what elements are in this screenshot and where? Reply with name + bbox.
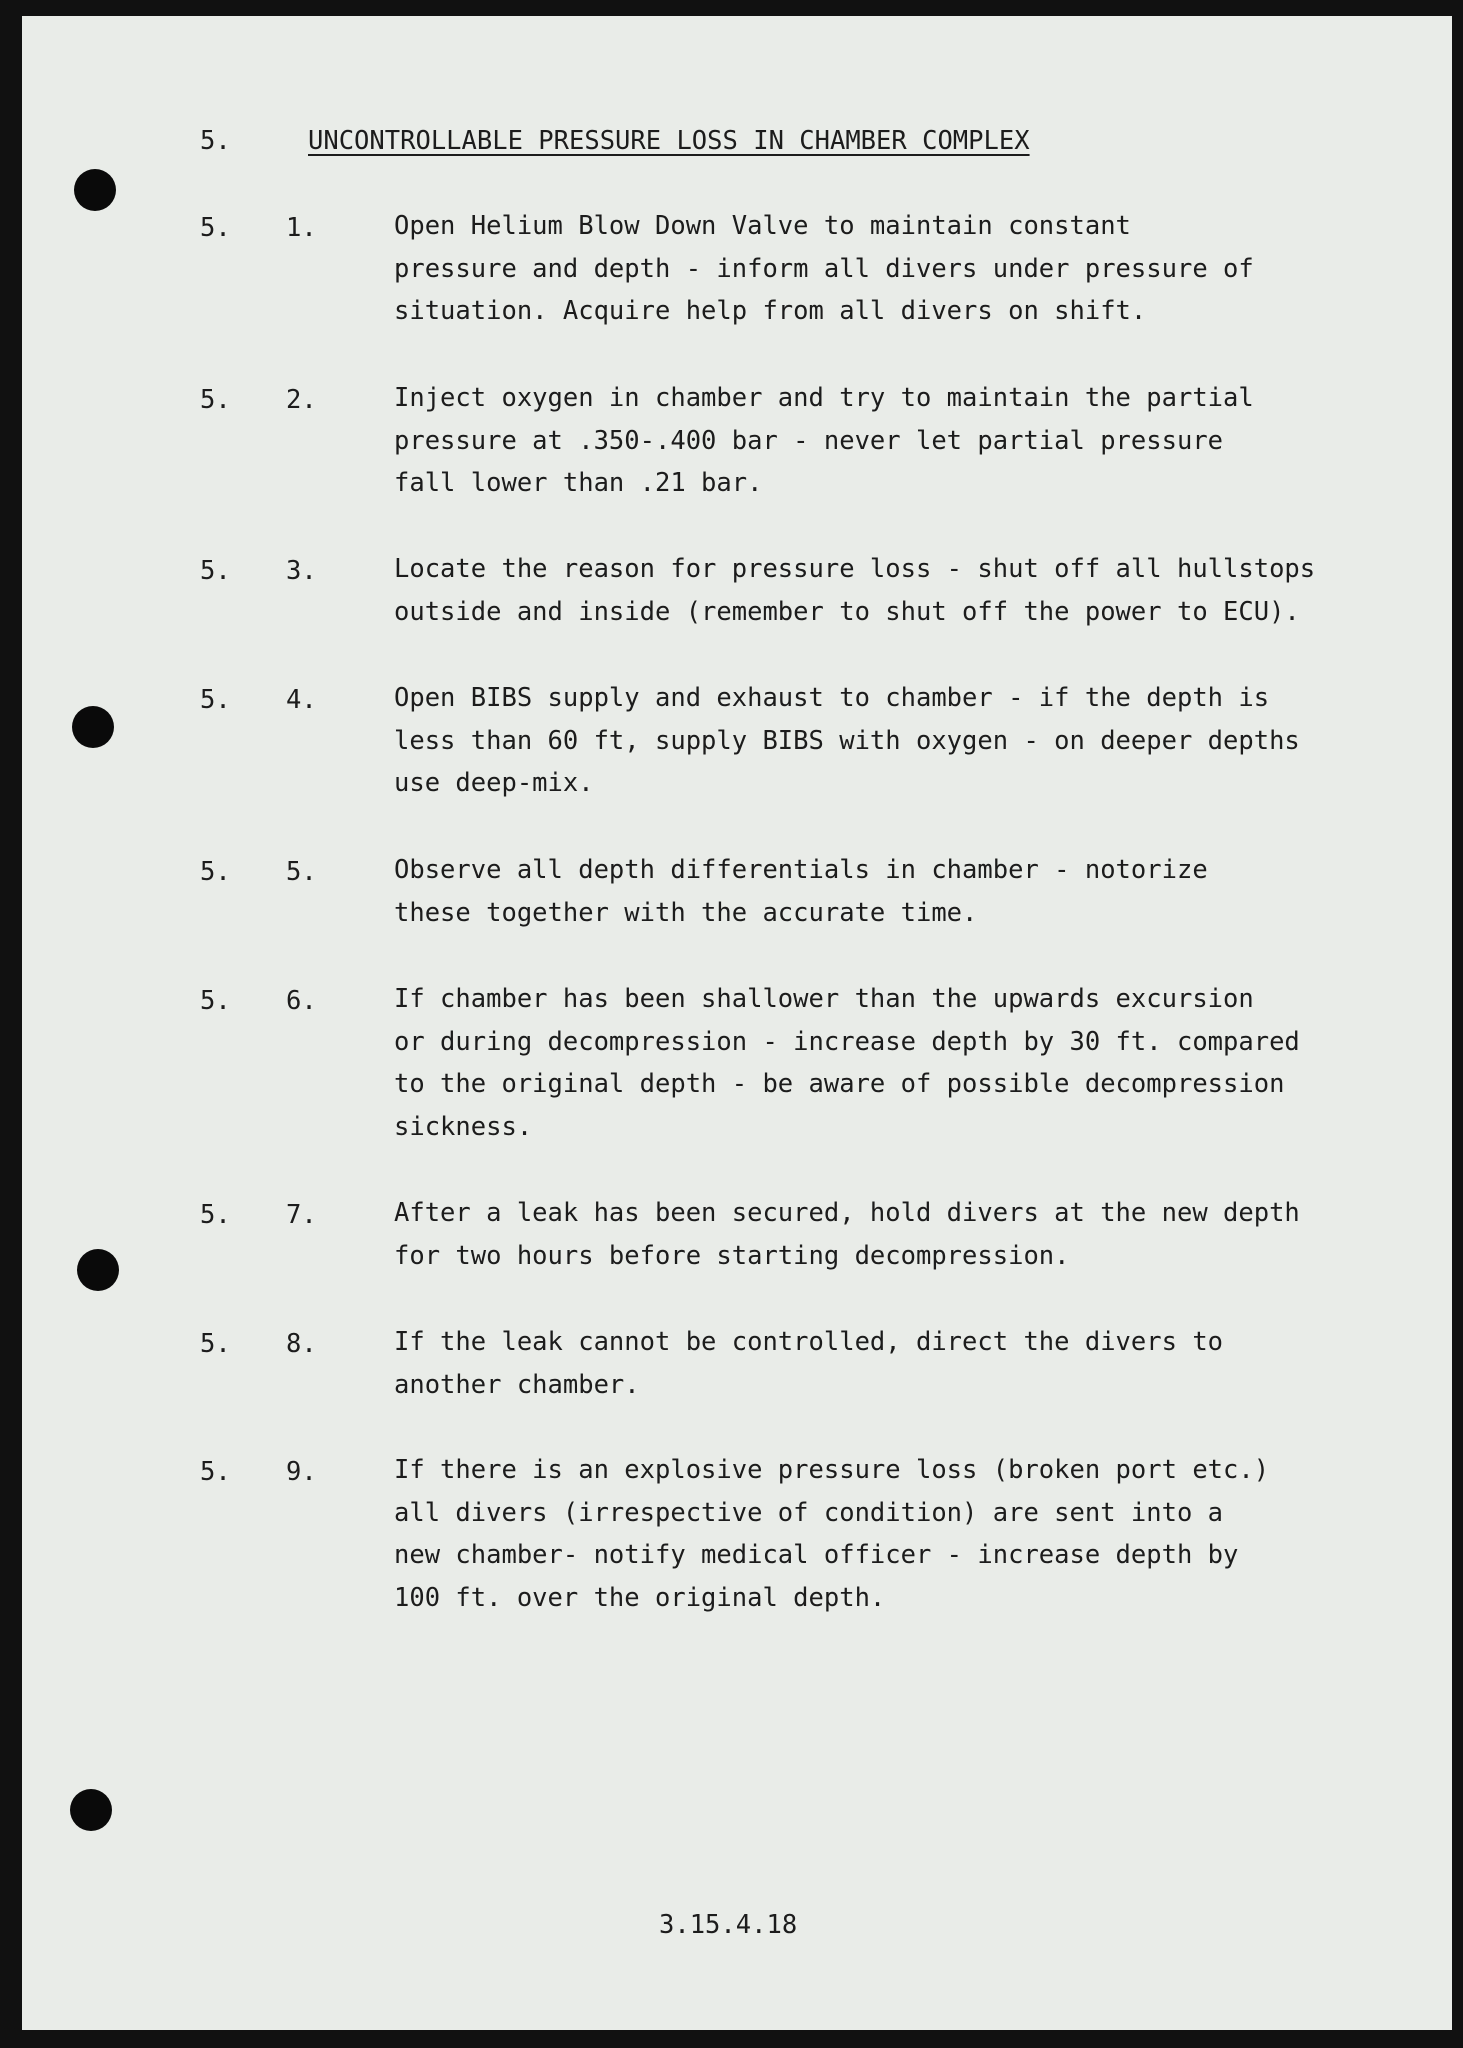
item-text xyxy=(394,677,1439,805)
item-section: 5. xyxy=(200,1200,231,1230)
item-line: Observe all depth differentials in chamber - notorize xyxy=(394,855,1208,885)
item-line: If chamber has been shallower than the upwards excursion xyxy=(394,984,1254,1014)
item-section: 5. xyxy=(200,385,231,415)
document-page xyxy=(22,16,1452,2030)
item-text xyxy=(394,548,1439,633)
item-section: 5. xyxy=(200,1457,231,1487)
item-line: to the original depth - be aware of possible decompression xyxy=(394,1069,1285,1099)
item-line: all divers (irrespective of condition) are sent into a xyxy=(394,1497,1224,1528)
item-section: 5. xyxy=(200,986,231,1016)
item-number: 4. xyxy=(286,685,317,715)
item-line: outside and inside (remember to shut off the power to ECU). xyxy=(394,596,1300,627)
item-line: these together with the accurate time. xyxy=(394,897,978,928)
item-line: use deep-mix. xyxy=(394,768,594,798)
item-section: 5. xyxy=(200,685,231,715)
item-line: pressure and depth - inform all divers under pressure of xyxy=(394,253,1254,284)
item-line: new chamber- notify medical officer - increase depth by xyxy=(394,1540,1239,1570)
page-number: 3.15.4.18 xyxy=(659,1910,798,1940)
item-line: Inject oxygen in chamber and try to maintain the partial xyxy=(394,383,1254,413)
item-line: 100 ft. over the original depth. xyxy=(394,1582,886,1613)
item-line: less than 60 ft, supply BIBS with oxygen - on deeper depths xyxy=(394,725,1300,756)
item-line: After a leak has been secured, hold divers at the new depth xyxy=(394,1198,1300,1228)
item-text xyxy=(394,849,1439,934)
item-line: for two hours before starting decompression. xyxy=(394,1240,1070,1271)
item-section: 5. xyxy=(200,1329,231,1359)
item-text xyxy=(394,1192,1439,1277)
item-text xyxy=(394,1321,1439,1406)
item-number: 8. xyxy=(286,1329,317,1359)
item-line: If the leak cannot be controlled, direct the divers to xyxy=(394,1327,1224,1357)
item-line: another chamber. xyxy=(394,1369,640,1400)
item-line: Open BIBS supply and exhaust to chamber - if the depth is xyxy=(394,683,1270,713)
item-line: or during decompression - increase depth by 30 ft. compared xyxy=(394,1026,1300,1057)
section-title: UNCONTROLLABLE PRESSURE LOSS IN CHAMBER COMPLEX xyxy=(308,126,1030,156)
section-number: 5. xyxy=(200,126,231,156)
item-number: 2. xyxy=(286,385,317,415)
item-number: 5. xyxy=(286,857,317,887)
item-number: 9. xyxy=(286,1457,317,1487)
item-line: situation. Acquire help from all divers on shift. xyxy=(394,296,1147,326)
document-body xyxy=(22,16,1452,2030)
item-section: 5. xyxy=(200,857,231,887)
item-text xyxy=(394,1449,1439,1619)
item-line: If there is an explosive pressure loss (broken port etc.) xyxy=(394,1455,1270,1485)
item-text xyxy=(394,205,1439,333)
item-line: fall lower than .21 bar. xyxy=(394,468,763,498)
item-line: Locate the reason for pressure loss - shut off all hullstops xyxy=(394,554,1316,584)
item-line: sickness. xyxy=(394,1111,533,1142)
item-number: 1. xyxy=(286,213,317,243)
item-number: 3. xyxy=(286,556,317,586)
item-line: Open Helium Blow Down Valve to maintain constant xyxy=(394,211,1131,241)
item-number: 6. xyxy=(286,986,317,1016)
item-text xyxy=(394,377,1439,505)
item-text xyxy=(394,978,1439,1148)
item-line: pressure at .350-.400 bar - never let partial pressure xyxy=(394,425,1224,456)
item-section: 5. xyxy=(200,213,231,243)
item-number: 7. xyxy=(286,1200,317,1230)
item-section: 5. xyxy=(200,556,231,586)
